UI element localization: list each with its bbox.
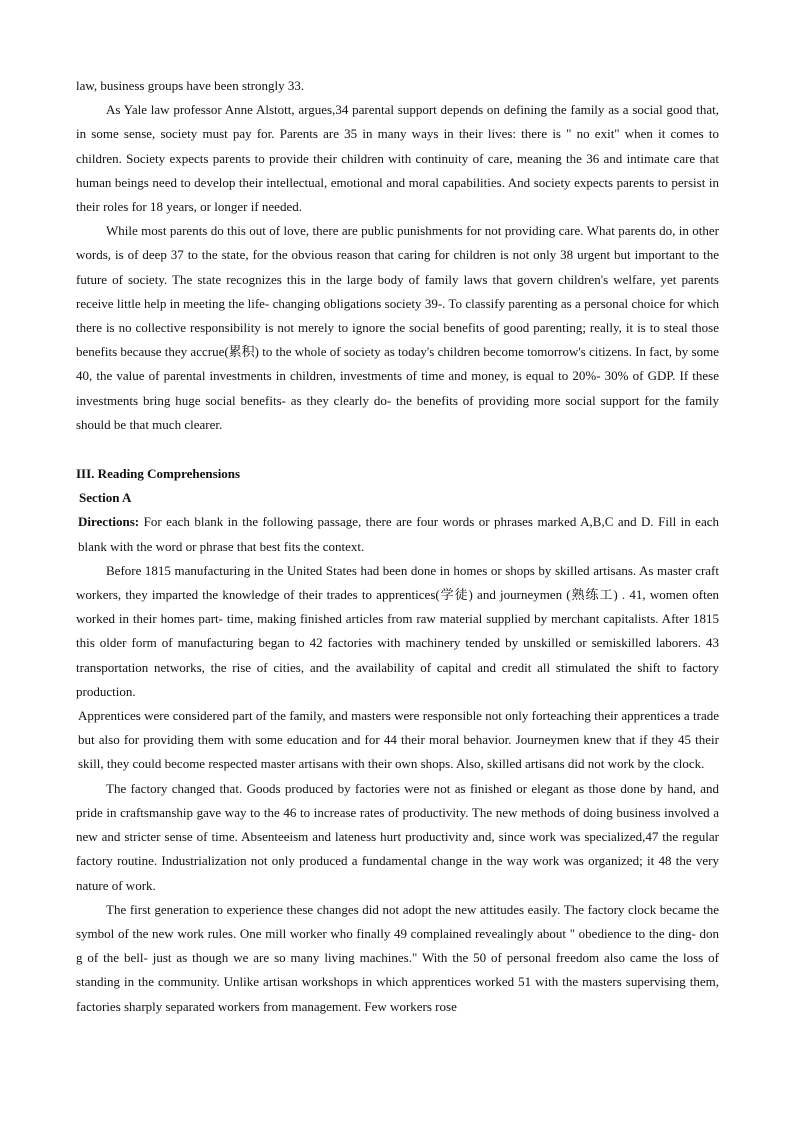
document-page	[76, 74, 719, 1019]
directions-text: For each blank in the following passage, there are four words or phrases marked A,B,C and D. Fill in each blank with the word or phrase that best fits the context.	[78, 514, 719, 554]
passage-paragraph: While most parents do this out of love, there are public punishments for not providing care. What parents do, in other words, is of deep 37 to the state, for the obvious reason that caring for children is not only 38 urgent but important to the future of society. The state recognizes this in the large body of family laws that govern children's welfare, yet parents receive little help in meeting the life- changing obligations society 39-. To classify parenting as a personal choice for which there is no collective responsibility is not merely to ignore the social benefits of good parenting; really, it is to steal those benefits because they accrue(累积) to the whole of society as today's children become tomorrow's citizens. In fact, by some 40, the value of parental investments in children, investments of time and money, is equal to 20%- 30% of GDP. If these investments bring huge social benefits- as they clearly do- the benefits of providing more social support for the family should be that much clearer.	[76, 223, 719, 432]
directions-paragraph	[76, 510, 719, 558]
spacer	[76, 437, 719, 462]
passage-paragraph: As Yale law professor Anne Alstott, argues,34 parental support depends on defining the family as a social good that, in some sense, society must pay for. Parents are 35 in many ways in their lives: there is " no exit" when it comes to children. Society expects parents to provide their children with continuity of care, meaning the 36 and intimate care that human beings need to develop their intellectual, emotional and moral capabilities. And society expects parents to persist in their roles for 18 years, or longer if needed.	[76, 102, 719, 215]
passage-continuation-line: law, business groups have been strongly 33.	[76, 78, 305, 93]
passage-paragraph: The first generation to experience these changes did not adopt the new attitudes easily. The factory clock became the symbol of the new work rules. One mill worker who finally 49 complained revealingly about " obedience to the ding- don g of the bell- just as though we are so many living machines." With the 50 of personal freedom also came the loss of standing in the community. Unlike artisan workshops in which apprentices worked 51 with the masters supervising them, factories sharply separated workers from management. Few workers rose	[76, 901, 719, 1014]
subsection-heading: Section A	[79, 490, 132, 506]
directions-label: Directions:	[78, 514, 140, 530]
passage-paragraph: Before 1815 manufacturing in the United States had been done in homes or shops by skilled artisans. As master craft workers, they imparted the knowledge of their trades to apprentices(学徒) and journeymen (熟练工) . 41, women often worked in their homes part- time, making finished articles from raw material supplied by merchant capitalists. After 1815 this older form of manufacturing began to 42 factories with machinery tended by unskilled or semiskilled laborers. 43 transportation networks, the rise of cities, and the availability of capital and credit all stimulated the shift to factory production.	[76, 562, 719, 699]
passage-paragraph: The factory changed that. Goods produced by factories were not as finished or elegant as those done by hand, and pride in craftsmanship gave way to the 46 to increase rates of productivity. The new methods of doing business involved a new and stricter sense of time. Absenteeism and lateness hurt productivity and, since work was specialized,47 the regular factory routine. Industrialization not only produced a fundamental change in the way work was organized; it 48 the very nature of work.	[76, 780, 719, 893]
section-heading: III. Reading Comprehensions	[76, 466, 241, 482]
passage-paragraph: Apprentices were considered part of the family, and masters were responsible not only forteaching their apprentices a trade but also for providing them with some education and for 44 their moral behavior. Journeymen knew that if they 45 their skill, they could become respected master artisans with their own shops. Also, skilled artisans did not work by the clock.	[78, 708, 719, 772]
